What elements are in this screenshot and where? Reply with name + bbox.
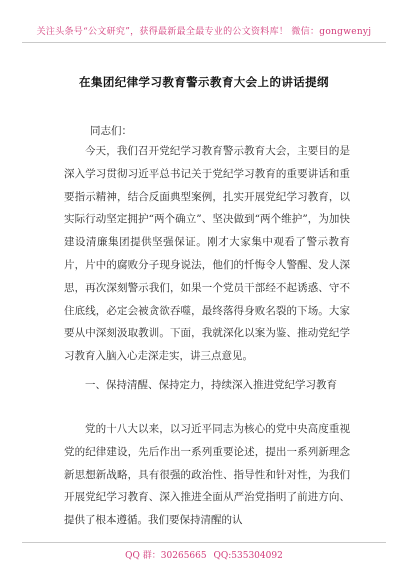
header-banner: 关注头条号“公文研究”，获得最新最全最专业的公文资料库！ 微信：gongwenyj <box>36 27 372 37</box>
body-paragraph-2 <box>64 418 350 532</box>
paragraph-text: 党的十八大以来，以习近平同志为核心的党中央高度重视党的纪律建设，先后作出一系列重要论述，提出一系列新理念新思想新战略，具有很强的政治性、指导性和针对性，为我们开展党纪学习教育、深入推进全面从严治党指明了前进方向、提供了根本遵循。我们要保持清醒的认 <box>64 423 350 527</box>
section-heading-text: 一、保持清醒、保持定力，持续深入推进党纪学习教育 <box>85 379 337 391</box>
footer-divider <box>22 542 386 543</box>
footer-qq: QQ:535304092 <box>213 551 283 561</box>
footer-contact <box>0 548 408 561</box>
section-heading-1 <box>64 374 350 397</box>
header-divider <box>22 42 386 43</box>
paragraph-text: 今天，我们召开党纪学习教育警示教育大会，主要目的是深入学习贯彻习近平总书记关于党纪学习教育的重要讲话和重要指示精神，结合反面典型案例，扎实开展党纪学习教育，以实际行动坚定拥护“两个确立”、坚决做到“两个维护”，为加快建设清廉集团提供坚强保证。刚才大家集中观看了警示教育片，片中的腐败分子现身说法，他们的忏悔令人警醒、发人深思，再次深刻警示我们，如果一个党员干部经不起诱惑、守不住底线，必定会被贪欲吞噬，最终落得身败名裂的下场。大家要从中深刻汲取教训。下面，我就深化以案为鉴、推动党纪学习教育入脑入心走深走实，讲三点意见。 <box>64 145 350 363</box>
footer-qq-group: QQ 群：30265665 <box>125 551 207 561</box>
body-paragraph-1 <box>64 140 350 368</box>
document-title: 在集团纪律学习教育警示教育大会上的讲话提纲 <box>79 75 329 89</box>
salutation: 同志们： <box>90 125 132 137</box>
